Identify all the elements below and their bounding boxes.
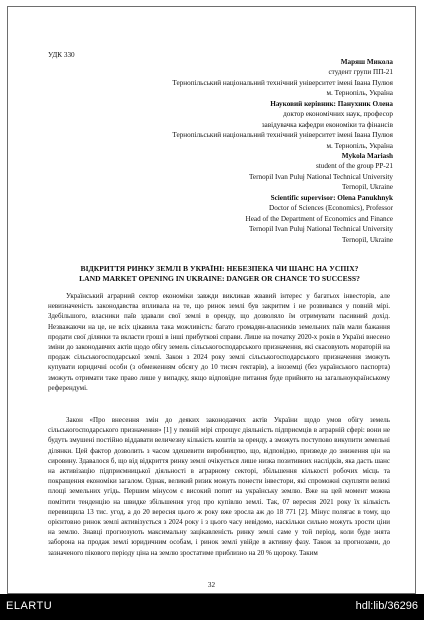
supervisor-uk-block	[172, 99, 393, 151]
supervisor-en-label: Scientific supervisor: Olena Panukhnyk	[270, 194, 393, 202]
supervisor-uk-affiliation: Тернопільський національний технічний університет імені Івана Пулюя	[172, 131, 393, 140]
repository-name: ELARTU	[6, 600, 53, 612]
author-uk-position: студент групи ПП-21	[328, 68, 393, 77]
title-uk: ВІДКРИТТЯ РИНКУ ЗЕМЛІ В УКРАЇНІ: НЕБЕЗПЕКА ЧИ ШАНС НА УСПІХ?	[80, 264, 359, 273]
supervisor-uk-degree: доктор економічних наук, професор	[283, 110, 393, 119]
supervisor-en-location: Ternopil, Ukraine	[342, 235, 393, 244]
author-en-position: student of the group PP-21	[315, 162, 393, 171]
document-page	[7, 6, 416, 594]
supervisor-uk-location: м. Тернопіль, Україна	[326, 141, 393, 150]
author-uk-location: м. Тернопіль, Україна	[326, 89, 393, 98]
author-uk-name: Маряш Микола	[340, 58, 393, 66]
author-en-name: Mykola Mariash	[341, 152, 393, 160]
article-title-block	[48, 264, 391, 284]
supervisor-en-position: Head of the Department of Economics and Finance	[245, 214, 393, 223]
title-en: LAND MARKET OPENING IN UKRAINE: DANGER OR CHANCE TO SUCCESS?	[79, 274, 360, 283]
supervisor-uk-position: завідувачка кафедри економіки та фінансів	[261, 120, 393, 129]
body-paragraph-1: Український аграрний сектор економіки завжди викликав жвавий інтерес у багатьох інвесторів, але невизначеність законодавства впливала на те, що ринок землі був закритим і не розвивався у повній мірі. Здебільшого, власники паїв здавали свої землі в оренду, що дозволяло їм отримувати пасивний дохід. Незважаючи на це, не всіх цікавила така можливість: багато громадян-власників земельних паїв мали бажання продати свої ділянки та вкласти гроші в інші прибуткові справи. Лише на початку 2020-х років в Україні внесено зміни до законодавчих актів щодо обігу земель сільськогосподарського призначення, які скасовують мораторій на продаж сільськогосподарської землі. Закон з 2024 року землі сільськогосподарського призначення зможуть купувати юридичні особи (з обмеженням обсягу до 10 тисяч гектарів), а іноземці (без українського паспорта) зможуть отримати таке право лише у випадку, якщо відповідне питання буде прийнято на загальноукраїнському референдумі.	[48, 292, 390, 392]
author-uk-affiliation: Тернопільський національний технічний університет імені Івана Пулюя	[172, 78, 393, 87]
body-paragraph-2: Закон «Про внесення змін до деяких законодавчих актів України щодо умов обігу земель сільськогосподарського призначення» [1] у певній мірі спрощує діяльність підприємців в аграрній сфері: вони не будуть змушені постійно віддавати величезну кількість коштів за оренду, а зможуть поступово викупити земельні ділянки. Цей фактор дозволить з часом здешевити виробництво, що, відповідно, призведе до зниження цін на сировину. Здавалося б, що від відкриття ринку землі очікується лише низка позитивних наслідків, яка дасть шанс на активізацію підприємницької діяльності в аграрному секторі, збільшення кількості робочих місць та покращення економіки загалом. Однак, великий ризик можуть понести інвестори, які спроможні скупляти великі площі земельних угідь. Першим мінусом є високий попит на українську землю. Вже на цей момент можна помітити тенденцію на швидке збільшення угод про купівлю землі. Так, 07 вересня 2021 року їх кількість перевищила 13 тис. угод, а до 20 вересня цього ж року вже зросла аж до 18 771 [2]. Мінус полягає в тому, що орієнтовно ринок землі активізується з 2024 року і з цього часу невідомо, наскільки сильно можуть зрости ціни на землю. Знавці прогнозують максимальну зацікавленість ринку землі саме у той період, коли буде знята заборона на продаж землі юридичним особам, і ринок землі увійде в активну фазу. Також за прогнозами, до зазначеного пікового періоду ціна на землю зростатиме приблизно на 20 % щороку. Таким	[48, 416, 390, 557]
handle-link[interactable]: hdl:lib/36296	[355, 600, 418, 612]
page-number: 32	[207, 581, 216, 589]
supervisor-en-block	[246, 193, 394, 245]
body-paragraph-2-block	[48, 415, 390, 558]
author-en-block	[249, 151, 393, 193]
udk-code: УДК 330	[48, 51, 75, 59]
author-en-affiliation: Ternopil Ivan Puluj National Technical University	[249, 172, 393, 181]
author-uk-block	[172, 57, 393, 99]
repository-footer	[0, 594, 424, 620]
supervisor-en-affiliation: Ternopil Ivan Puluj National Technical University	[249, 225, 393, 234]
supervisor-uk-label: Науковий керівник: Панухник Олена	[270, 100, 393, 108]
supervisor-en-degree: Doctor of Sciences (Economics), Professor	[269, 204, 393, 213]
author-en-location: Ternopil, Ukraine	[342, 183, 393, 192]
body-paragraph-1-block	[48, 291, 390, 393]
